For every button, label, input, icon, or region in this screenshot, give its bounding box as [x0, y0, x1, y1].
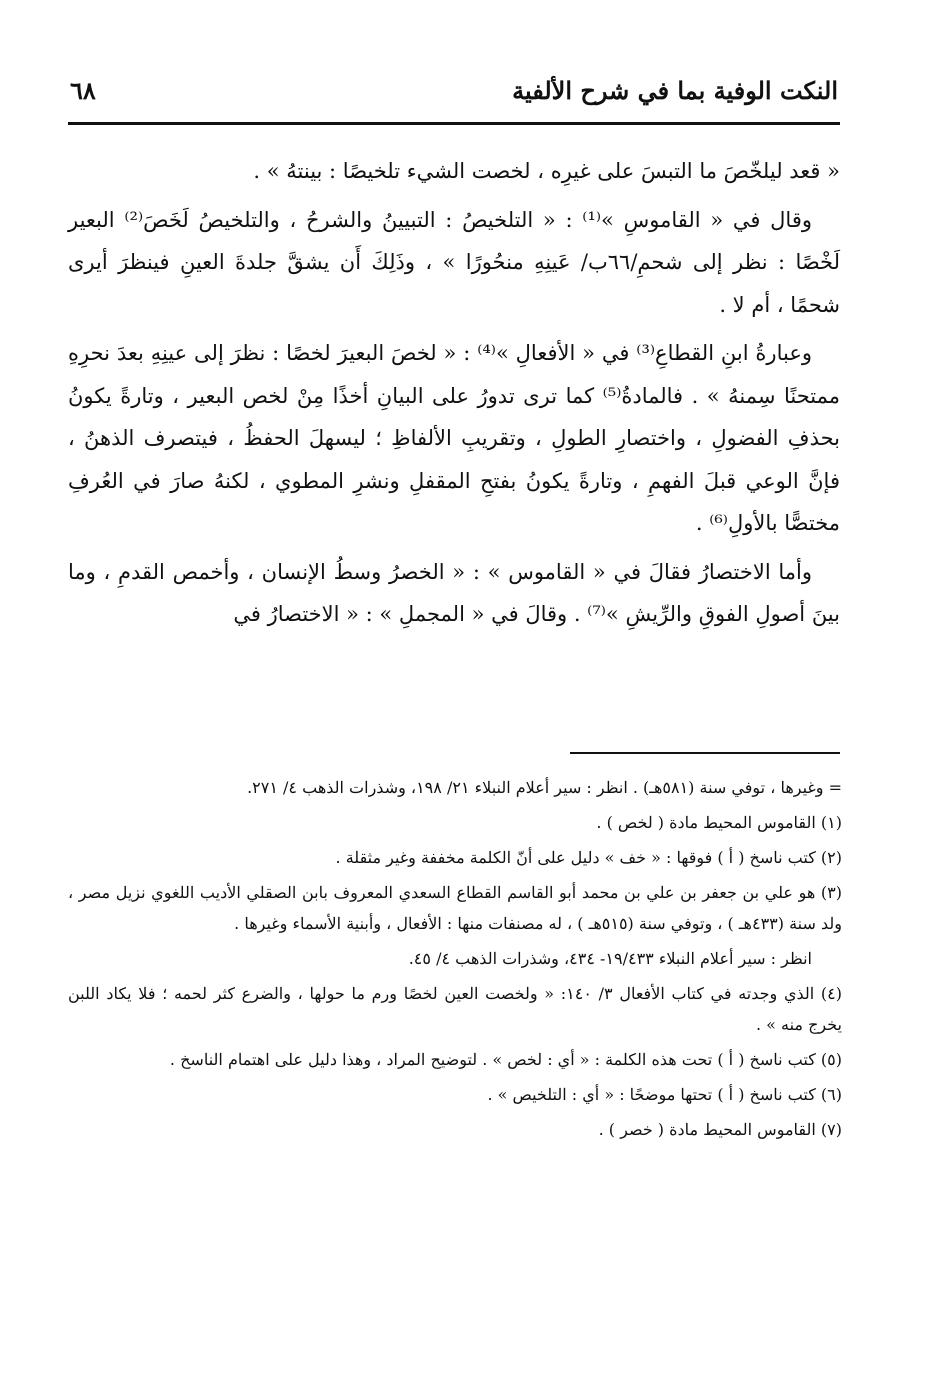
footnote: (٧) القاموس المحيط مادة ( خصر ) .	[598, 1120, 842, 1139]
page-header	[68, 72, 838, 116]
footnotes	[68, 772, 842, 1149]
header-rule	[68, 122, 840, 125]
footnote: (٥) كتب ناسخ ( أ ) تحت هذه الكلمة : « أي : لخص » . لتوضيح المراد ، وهذا دليل على اهتمام الناسخ .	[169, 1050, 842, 1069]
paragraph: وأما الاختصارُ فقالَ في « القاموس » : « الخصرُ وسطُ الإنسان ، وأخمص القدمِ ، وما بينَ أصولِ الفوقِ والرِّيشِ »⁽⁷⁾ . وقالَ في « المجملِ » : « الاختصارُ في	[68, 559, 840, 626]
footnote-reference: انظر : سير أعلام النبلاء ١٩/٤٣٣- ٤٣٤، وشذرات الذهب ٤/ ٤٥.	[408, 949, 812, 968]
page-number: ٦٨	[70, 76, 96, 105]
main-text	[68, 150, 840, 642]
footnote: (١) القاموس المحيط مادة ( لخص ) .	[596, 813, 842, 832]
paragraph: وقال في « القاموسِ »⁽¹⁾ : « التلخيصُ : التبيينُ والشرحُ ، والتلخيصُ لَخَصَ⁽²⁾ البعير لَخْصًا : نظر إلى شحمِ/٦٦ب/ عَينِهِ منحُورًا » ، وذَلِكَ أَن يشقَّ جلدةَ العينِ فينظرَ أيرى شحمًا ، أم لا .	[68, 207, 841, 317]
paragraph: وعبارةُ ابنِ القطاعِ⁽³⁾ في « الأفعالِ »⁽⁴⁾ : « لخصَ البعيرَ لخصًا : نظرَ إلى عينِهِ بعدَ نحرِهِ ممتحنًا سِمنهُ » . فالمادةُ⁽⁵⁾ كما ترى تدورُ على البيانِ أخذًا مِنْ لخص البعير ، وتارةً يكونُ بحذفِ الفضولِ ، واختصارِ الطولِ ، وتقريبِ الألفاظِ ؛ ليسهلَ الحفظُ ، فيتصرف الذهنُ ، فإنَّ الوعي قبلَ الفهمِ ، وتارةً يكونُ بفتحِ المقفلِ ونشرِ المطوي ، لكنهُ صارَ في العُرفِ مختصًّا بالأولِ⁽⁶⁾ .	[68, 341, 840, 535]
footnote: (٣) هو علي بن جعفر بن علي بن محمد أبو القاسم القطاع السعدي المعروف بابن الصقلي الأديب اللغوي نزيل مصر ، ولد سنة (٤٣٣هـ ) ، وتوفي سنة (٥١٥هـ ) ، له مصنفات منها : الأفعال ، وأبنية الأسماء وغيرها .	[68, 883, 842, 933]
footnote-separator	[570, 752, 840, 754]
footnote: (٦) كتب ناسخ ( أ ) تحتها موضحًا : « أي : التلخيص » .	[487, 1085, 842, 1104]
footnote-continuation: = وغيرها ، توفي سنة (٥٨١هـ) . انظر : سير أعلام النبلاء ٢١/ ١٩٨، وشذرات الذهب ٤/ ٢٧١.	[247, 778, 842, 797]
footnote: (٤) الذي وجدته في كتاب الأفعال ٣/ ١٤٠: « ولخصت العين لخصًا ورم ما حولها ، والضرع كثر لحمه ؛ فلا يكاد اللبن يخرج منه » .	[68, 984, 842, 1034]
footnote: (٢) كتب ناسخ ( أ ) فوقها : « خف » دليل على أنّ الكلمة مخففة وغير مثقلة .	[335, 848, 842, 867]
paragraph: « قعد ليلخّصَ ما التبسَ على غيرِه ، لخصت الشيء تلخيصًا : بينتهُ » .	[253, 159, 840, 183]
running-title: النكت الوفية بما في شرح الألفية	[512, 76, 838, 105]
